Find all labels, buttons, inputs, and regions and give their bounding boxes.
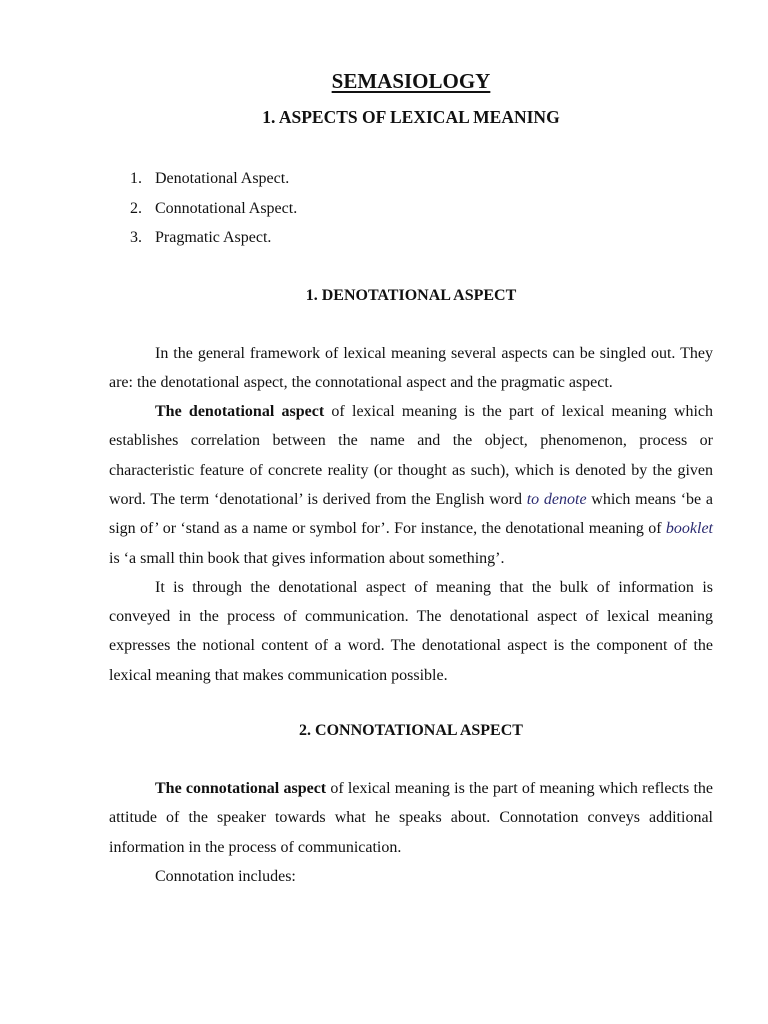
paragraph — [109, 774, 713, 862]
list-item — [130, 223, 713, 253]
list-number: 2. — [130, 199, 142, 217]
list-item — [130, 194, 713, 224]
text-run: of lexical meaning is the part of meaning which reflects the attitude of the speaker towards what he speaks about. Connotation conveys additional information in the process of communication. — [109, 780, 713, 856]
document-page — [109, 66, 713, 891]
paragraph: In the general framework of lexical meaning several aspects can be singled out. They are: the denotational aspect, the connotational aspect and the pragmatic aspect. — [109, 344, 713, 391]
chapter-heading: 1. ASPECTS OF LEXICAL MEANING — [262, 107, 560, 127]
paragraph: Connotation includes: — [155, 867, 296, 885]
italic-term: to denote — [526, 490, 587, 508]
text-run: of lexical meaning is the part of lexical meaning which establishes correlation between the name and the object, phenomenon, process or characteristic feature of concrete reality (or thought as such), which is denoted by the given word. The term ‘denotational’ is derived from the English word — [109, 403, 713, 508]
section-heading-denotational: 1. DENOTATIONAL ASPECT — [305, 286, 517, 304]
list-number: 1. — [130, 170, 142, 187]
list-item — [130, 164, 713, 194]
list-item-label: Denotational Aspect. — [155, 170, 290, 187]
list-number: 3. — [130, 229, 142, 246]
paragraph: It is through the denotational aspect of meaning that the bulk of information is conveyed in the process of communication. The denotational aspect of lexical meaning expresses the notional content of a word. The denotational aspect is the component of the lexical meaning that makes communication possible. — [109, 578, 713, 684]
list-item-label: Pragmatic Aspect. — [155, 229, 272, 246]
document-title: SEMASIOLOGY — [331, 69, 491, 93]
list-item-label: Connotational Aspect. — [155, 199, 298, 217]
aspects-list — [109, 164, 713, 253]
bold-term: The denotational aspect — [155, 403, 325, 421]
paragraph — [109, 397, 713, 573]
text-run: is ‘a small thin book that gives information about something’. — [109, 549, 505, 567]
bold-term: The connotational aspect — [155, 780, 327, 798]
italic-term: booklet — [665, 520, 713, 538]
section-heading-connotational: 2. CONNOTATIONAL ASPECT — [299, 722, 523, 740]
text-run: which means ‘be a sign of’ or ‘stand as a name or symbol for’. For instance, the denotational meaning of — [109, 490, 713, 538]
